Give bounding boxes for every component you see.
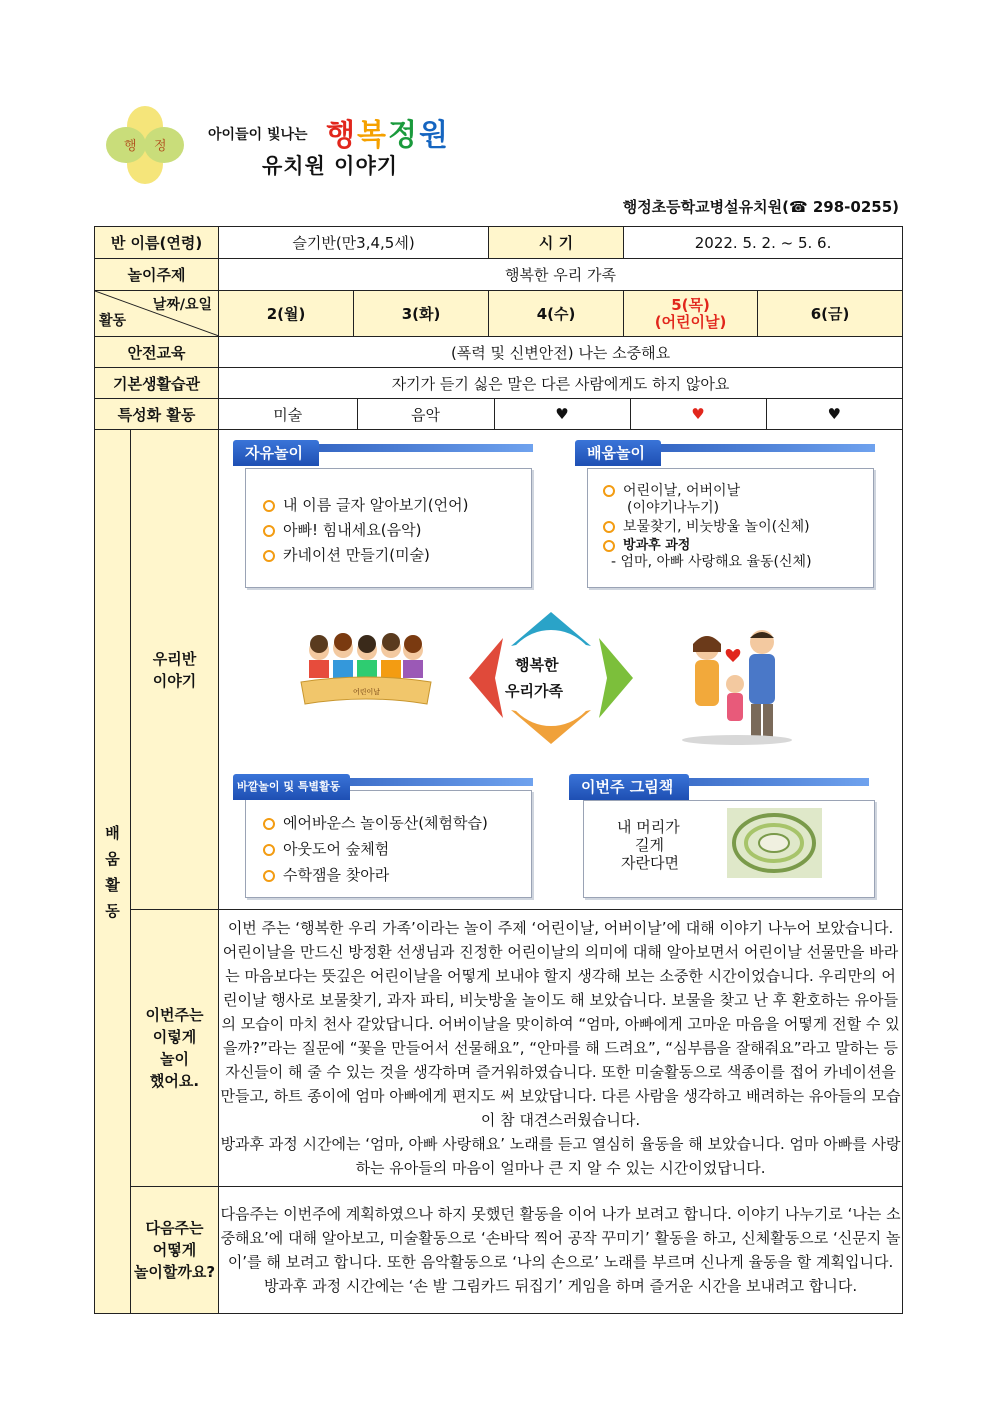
book-title-line: 자란다면 xyxy=(621,854,679,872)
day-header-corner xyxy=(95,291,219,337)
bullet-icon xyxy=(263,525,275,537)
label-line: 놀이 xyxy=(160,1050,189,1068)
bullet-icon xyxy=(263,844,275,856)
book-title-line: 길게 xyxy=(635,836,664,854)
label-line: 이렇게 xyxy=(152,1028,197,1046)
item-text: 보물찾기, 비눗방울 놀이(신체) xyxy=(623,519,810,535)
picture-book-title: 이번주 그림책 xyxy=(569,774,689,800)
center-title-line2: 우리가족 xyxy=(505,682,563,700)
tagline: 아이들이 빛나는 xyxy=(208,127,308,143)
list-item xyxy=(263,838,389,859)
label-line: 다음주는 xyxy=(145,1219,204,1237)
free-play-title: 자유놀이 xyxy=(233,440,319,466)
item-text: 수학잼을 찾아라 xyxy=(283,866,390,884)
label-line: 놀이할까요? xyxy=(133,1263,216,1281)
habit-label: 기본생활습관 xyxy=(95,368,219,399)
center-diamond-graphic xyxy=(465,608,637,748)
weekly-plan-table xyxy=(94,226,903,1314)
label-line: 했어요. xyxy=(149,1072,200,1090)
list-item xyxy=(263,864,389,885)
special-mon: 미술 xyxy=(219,399,357,429)
special-row xyxy=(219,399,903,430)
theme-value: 행복한 우리 가족 xyxy=(219,259,903,291)
safety-label: 안전교육 xyxy=(95,337,219,368)
this-week-label xyxy=(131,910,219,1187)
class-label: 반 이름(연령) xyxy=(95,227,219,259)
center-title-line1: 행복한 xyxy=(515,656,559,674)
theme-label: 놀이주제 xyxy=(95,259,219,291)
list-item xyxy=(263,544,430,565)
kindergarten-logo xyxy=(104,104,186,186)
vertical-char: 활 xyxy=(105,875,120,894)
day-thu xyxy=(624,291,758,337)
item-text: 카네이션 만들기(미술) xyxy=(283,546,430,564)
corner-bottom-label: 활동 xyxy=(99,313,127,329)
bullet-icon xyxy=(603,540,615,552)
label-line: 우리반 xyxy=(152,649,197,668)
list-item xyxy=(263,494,468,515)
school-contact: 행정초등학교병설유치원(☎ 298-0255) xyxy=(622,198,899,216)
special-fri: ♥ xyxy=(827,405,841,423)
label-line: 이야기 xyxy=(152,671,197,690)
logo-char: 행 xyxy=(124,139,137,154)
brand-char: 행 xyxy=(326,118,357,153)
vertical-char: 움 xyxy=(105,849,120,868)
list-subitem: (이야기나누기) xyxy=(627,500,720,516)
label-line: 이번주는 xyxy=(145,1006,204,1024)
vertical-char: 동 xyxy=(105,901,120,920)
special-wed: ♥ xyxy=(494,399,630,429)
list-item xyxy=(263,519,421,540)
book-cover-image xyxy=(727,808,822,878)
children-illustration xyxy=(299,632,434,712)
safety-value: (폭력 및 신변안전) 나는 소중해요 xyxy=(219,337,903,368)
learning-play-title: 배움놀이 xyxy=(575,440,661,466)
bullet-icon xyxy=(603,521,615,533)
bullet-icon xyxy=(263,870,275,882)
paragraph: 방과후 과정 시간에는 ‘손 발 그림카드 뒤집기’ 게임을 하며 즐거운 시간을 보내려고 합니다. xyxy=(263,1277,858,1295)
logo-char: 정 xyxy=(154,139,167,154)
list-item xyxy=(263,812,488,833)
day-fri: 6(금) xyxy=(758,291,903,337)
class-story-area xyxy=(219,430,903,910)
item-text: 아웃도어 숲체험 xyxy=(283,840,390,858)
outdoor-activity-title: 바깥놀이 및 특별활동 xyxy=(233,774,350,800)
book-title-line: 내 머리가 xyxy=(617,818,680,836)
brand-char: 정 xyxy=(387,118,419,153)
special-label: 특성화 활동 xyxy=(95,399,219,430)
special-tue: 음악 xyxy=(357,399,494,429)
holiday-note: (어린이날) xyxy=(654,312,727,331)
label-line: 어떻게 xyxy=(152,1241,197,1259)
day-mon: 2(월) xyxy=(219,291,354,337)
list-subitem: - 엄마, 아빠 사랑해요 율동(신체) xyxy=(611,554,812,570)
next-week-text xyxy=(219,1187,903,1314)
class-story-label xyxy=(131,430,219,910)
next-week-label xyxy=(131,1187,219,1314)
period-value: 2022. 5. 2. ~ 5. 6. xyxy=(624,227,903,259)
item-text: 아빠! 힘내세요(음악) xyxy=(283,521,422,539)
brand-title xyxy=(326,110,450,154)
corner-top-label: 날짜/요일 xyxy=(152,297,213,313)
day-tue: 3(화) xyxy=(354,291,489,337)
banner-text: 어린이날 xyxy=(353,688,381,696)
habit-value: 자기가 듣기 싫은 말은 다른 사람에게도 하지 않아요 xyxy=(219,368,903,399)
learning-activity-label xyxy=(95,430,131,1314)
list-item xyxy=(603,516,810,536)
item-text: 내 이름 글자 알아보기(언어) xyxy=(283,496,469,514)
vertical-char: 배 xyxy=(105,823,120,842)
item-text: 에어바운스 놀이동산(체험학습) xyxy=(283,814,488,832)
bullet-icon xyxy=(263,818,275,830)
day-wed: 4(수) xyxy=(489,291,624,337)
bullet-icon xyxy=(263,550,275,562)
bullet-icon xyxy=(603,485,615,497)
day-thu-label: 5(목) xyxy=(671,295,710,314)
item-text: 방과후 과정 xyxy=(623,538,691,553)
paragraph: 이번 주는 ‘행복한 우리 가족’이라는 놀이 주제 ‘어린이날, 어버이날’에 대해 이야기 나누어 보았습니다. 어린이날을 만드신 방정환 선생님과 진정한 어린이날의 의미에 대해 알아보면서 어린이날 선물만을 바라는 마음보다는 뜻깊은 어린이날을 어떻게 보내야 할지 생각해 보는 소중한 시간이었습니다. 우리만의 어린이날 행사로 보물찾기, 과자 파티, 비눗방울 놀이도 해 보았습니다. 보물을 찾고 난 후 환호하는 유아들의 모습이 마치 천사 같았답니다. 어버이날을 맞이하여 “엄마, 아빠에게 고마운 마음을 어떻게 전할 수 있을까?”라는 질문에 “꽃을 만들어서 선물해요”, “안마를 해 드려요”, “심부름을 잘해줘요”라고 말하는 등 자신들이 해 줄 수 있는 것을 생각하며 즐거워하였습니다. 또한 미술활동으로 색종이를 접어 카네이션을 만들고, 하트 종이에 엄마 아빠에게 편지도 써 보았답니다. 다른 사람을 생각하고 배려하는 유아들의 모습이 참 대견스러웠습니다. xyxy=(220,919,901,1129)
item-text: 어린이날, 어버이날 xyxy=(623,483,741,499)
brand-char: 원 xyxy=(418,118,450,153)
paragraph: 다음주는 이번주에 계획하였으나 하지 못했던 활동을 이어 나가 보려고 합니다. 이야기 나누기로 ‘나는 소중해요’에 대해 알아보고, 미술활동으로 ‘손바닥 찍어 공작 꾸미기’ 활동을 하고, 신체활동으로 ‘신문지 놀이’를 해 보려고 합니다. 또한 음악활동으로 ‘나의 손으로’ 노래를 부르며 신나게 율동을 할 계획입니다. xyxy=(220,1205,901,1271)
special-thu: ♥ xyxy=(630,399,766,429)
family-illustration xyxy=(667,626,802,746)
paragraph: 방과후 과정 시간에는 ‘엄마, 아빠 사랑해요’ 노래를 듣고 열심히 율동을 해 보았습니다. 엄마 아빠를 사랑하는 유아들의 마음이 얼마나 큰 지 알 수 있는 시간이었답니다. xyxy=(220,1135,901,1177)
this-week-text xyxy=(219,910,903,1187)
period-label: 시 기 xyxy=(489,227,624,259)
bullet-icon xyxy=(263,500,275,512)
page-subtitle: 유치원 이야기 xyxy=(262,154,399,178)
brand-char: 복 xyxy=(356,118,388,153)
class-value: 슬기반(만3,4,5세) xyxy=(219,227,489,259)
